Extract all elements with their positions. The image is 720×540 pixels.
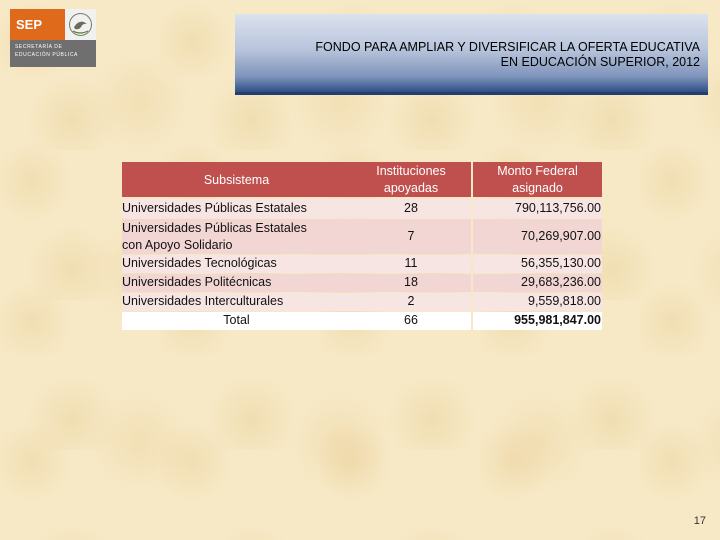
eagle-seal-icon <box>65 9 96 40</box>
row-1-monto: 790,113,756.00 <box>473 199 602 218</box>
row-1-instituciones: 28 <box>351 199 471 218</box>
row-4-instituciones: 18 <box>351 274 471 292</box>
page-title-line2: EN EDUCACIÓN SUPERIOR, 2012 <box>500 55 700 69</box>
row-3-monto: 56,355,130.00 <box>473 255 602 273</box>
header-instituciones <box>351 162 471 197</box>
title-banner <box>235 14 708 95</box>
logo-caption <box>15 43 93 59</box>
sep-logo <box>10 9 96 67</box>
header-instituciones-line1: Instituciones <box>376 164 446 178</box>
row-5-monto: 9,559,818.00 <box>473 293 602 311</box>
header-monto-line2: asignado <box>512 181 563 195</box>
logo-header <box>10 9 96 40</box>
header-instituciones-line2: apoyadas <box>383 181 439 195</box>
row-1-subsistema: Universidades Públicas Estatales <box>122 199 351 218</box>
row-3-instituciones: 11 <box>351 255 471 273</box>
logo-caption-line2: EDUCACIÓN PÚBLICA <box>15 52 78 58</box>
row-3-subsistema: Universidades Tecnológicas <box>122 255 351 273</box>
total-monto: 955,981,847.00 <box>473 312 602 330</box>
row-4-subsistema: Universidades Politécnicas <box>122 274 351 292</box>
page-title <box>240 40 700 70</box>
row-2-subsistema-line1: Universidades Públicas Estatales <box>122 221 307 235</box>
logo-caption-line1: SECRETARÍA DE <box>15 44 63 50</box>
row-2-monto: 70,269,907.00 <box>473 219 602 254</box>
header-subsistema: Subsistema <box>122 162 351 197</box>
logo-acronym: SEP <box>10 9 65 40</box>
row-2-instituciones: 7 <box>351 219 471 254</box>
header-monto <box>473 162 602 197</box>
page-number: 17 <box>693 515 706 527</box>
page-title-line1: FONDO PARA AMPLIAR Y DIVERSIFICAR LA OFERTA EDUCATIVA <box>315 40 700 54</box>
row-4-monto: 29,683,236.00 <box>473 274 602 292</box>
header-monto-line1: Monto Federal <box>497 164 578 178</box>
row-2-subsistema-line2: con Apoyo Solidario <box>122 238 233 252</box>
row-5-subsistema: Universidades Interculturales <box>122 293 351 311</box>
row-2-subsistema <box>122 219 351 254</box>
total-label: Total <box>122 312 351 330</box>
row-5-instituciones: 2 <box>351 293 471 311</box>
total-instituciones: 66 <box>351 312 471 330</box>
